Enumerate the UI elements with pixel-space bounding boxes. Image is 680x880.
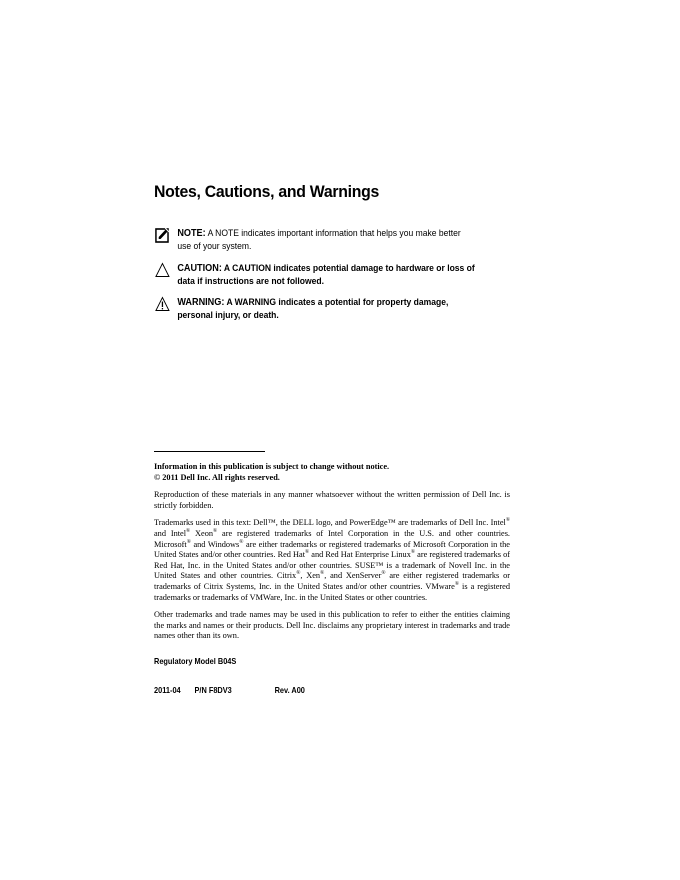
caution-triangle-icon — [155, 262, 170, 278]
note-notice — [155, 227, 476, 253]
warning-lead: WARNING: — [177, 297, 225, 308]
page-title: Notes, Cautions, and Warnings — [154, 182, 379, 201]
footnote-divider — [154, 451, 265, 452]
warning-triangle-icon — [155, 296, 170, 312]
reproduction-notice: Reproduction of these materials in any manner whatsoever without the written permission of Dell Inc. is strictly forbidden. — [154, 490, 510, 510]
copyright-line: © 2011 Dell Inc. All rights reserved. — [154, 472, 280, 482]
warning-notice — [155, 296, 476, 322]
warning-text: A WARNING indicates a potential for property damage, personal injury, or death. — [177, 297, 449, 321]
note-lead: NOTE: — [177, 228, 206, 239]
note-text: A NOTE indicates important information that helps you make better use of your system. — [177, 228, 461, 252]
pencil-note-icon — [155, 227, 170, 243]
regulatory-model: Regulatory Model B04S — [154, 657, 237, 666]
caution-text: A CAUTION indicates potential damage to hardware or loss of data if instructions are not followed. — [177, 263, 475, 287]
part-number: P/N F8DV3 — [194, 686, 232, 695]
document-footer — [154, 686, 305, 695]
caution-lead: CAUTION: — [177, 263, 222, 274]
caution-notice — [155, 262, 476, 288]
legal-block — [154, 462, 510, 642]
release-date: 2011-04 — [154, 686, 181, 695]
revision: Rev. A00 — [274, 686, 305, 695]
change-notice: Information in this publication is subject to change without notice. — [154, 462, 390, 471]
trademarks-paragraph: Trademarks used in this text: Dell™, the DELL logo, and PowerEdge™ are trademarks of Dell Inc. Intel® and Intel® Xeon® are registered trademarks of Intel Corporation in the U.S. and other countries. Microsoft® and Windows® are either trademarks or registered trademarks of Microsoft Corporation in the United States and/or other countries. Red Hat® and Red Hat Enterprise Linux® are registered trademarks of Red Hat, Inc. in the United States and/or other countries. SUSE™ is a trademark of Novell Inc. in the United States and other countries. Citrix®, Xen®, and XenServer® are either registered trademarks or trademarks of Citrix Systems, Inc. in the United States and/or other countries. VMware® is a registered trademarks or trademarks of VMWare, Inc. in the United States or other countries. — [154, 517, 511, 602]
other-trademarks-paragraph: Other trademarks and trade names may be used in this publication to refer to either the entities claiming the marks and names or their products. Dell Inc. disclaims any proprietary interest in trademarks and trade names other than its own. — [154, 610, 510, 641]
